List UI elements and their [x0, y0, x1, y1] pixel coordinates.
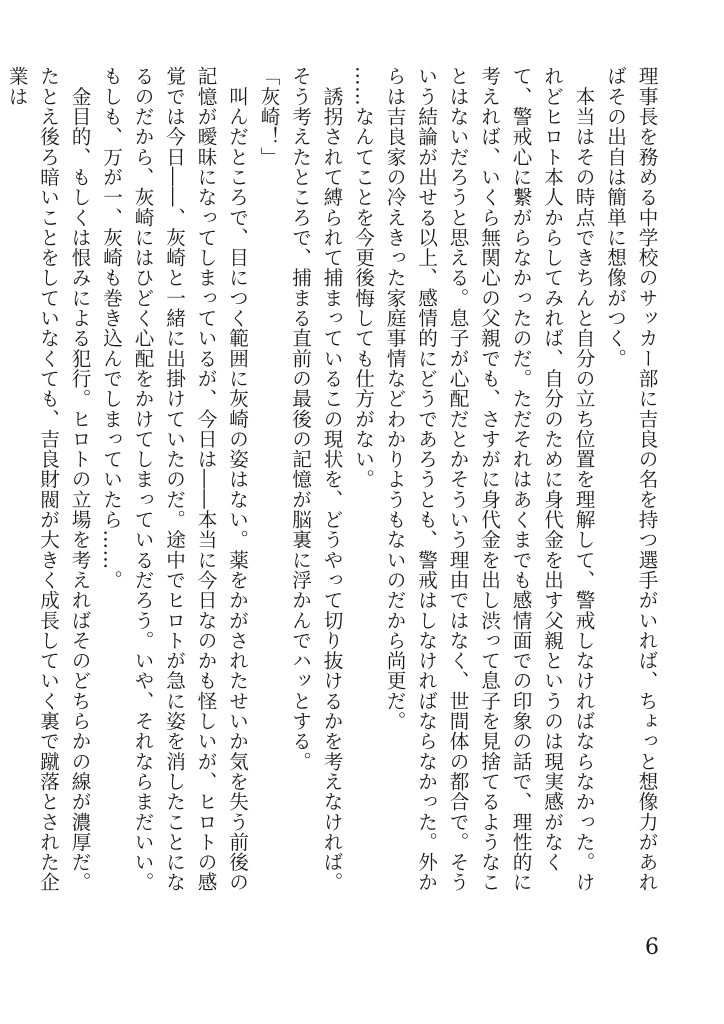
- paragraph: ……なんてことを今更後悔しても仕方がない。: [351, 66, 375, 490]
- paragraph: 誘拐されて縛られて捕まっているこの現状を、どうやって切り抜けるかを考えなければ。そう考えたところで、捕まる直前の最後の記憶が脳裏に浮かんでハッとする。: [288, 66, 343, 893]
- paragraph: 叫んだところで、目につく範囲に灰崎の姿はない。薬をかがされたせいか気を失う前後の記憶が曖昧になってしまっているが、今日は――本当に今日なのかも怪しいが、ヒロトの感覚では今日――、灰崎と一緒に出掛けていたのだ。途中でヒロトが急に姿を消したことになるのだから、灰崎にはひどく心配をかけてしまっているだろう。いや、それならまだいい。もしも、万が一、灰崎も巻き込んでしまっていたら……。: [99, 66, 249, 893]
- paragraph: 理事長を務める中学校のサッカー部に吉良の名を持つ選手がいれば、ちょっと想像力があればその出自は簡単に想像がつく。: [603, 66, 658, 893]
- page-number: 6: [645, 935, 659, 960]
- paragraph: 本当はその時点できちんと自分の立ち位置を理解して、警戒しなければならなかった。けれどヒロト本人からしてみれば、自分のために身代金を出す父親というのは現実感がなくて、警戒心に繋がらなかったのだ。ただそれはあくまでも感情面での印象の話で、理性的に考えれば、いくら無関心の父親でも、さすがに身代金を出し渋って息子を見捨てるようなことはないだろうと思える。息子が心配だとかそういう理由ではなく、世間体の都合で。そういう結論が出せる以上、感情的にどうであろうとも、警戒はしなければならなかった。外からは吉良家の冷えきった家庭事情などわかりようもないのだから尚更だ。: [383, 66, 595, 893]
- paragraph: 金目的、もしくは恨みによる犯行。ヒロトの立場を考えればそのどちらかの線が濃厚だ。たとえ後ろ暗いことをしていなくても、吉良財閥が大きく成長していく裏で蹴落とされた企業は: [5, 66, 91, 893]
- vertical-text-body: [5, 66, 662, 896]
- paragraph: 「灰崎！」: [257, 66, 280, 167]
